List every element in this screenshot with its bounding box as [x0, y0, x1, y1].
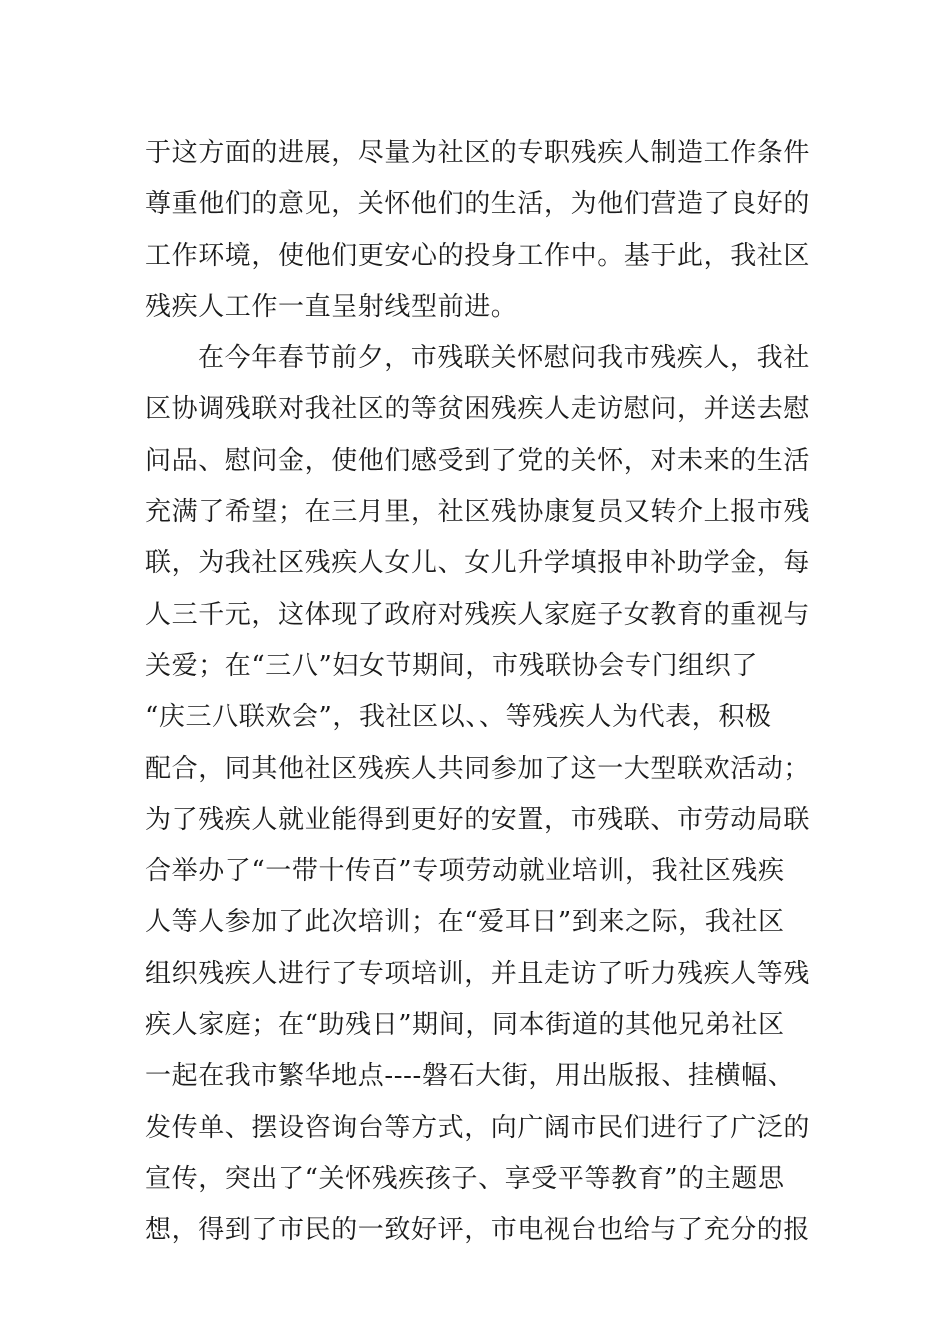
text-line: 合举办了“一带十传百”专项劳动就业培训，我社区残疾: [145, 856, 785, 887]
text-line: 区协调残联对我社区的等贫困残疾人走访慰问，并送去慰: [145, 394, 811, 425]
text-line: 组织残疾人进行了专项培训，并且走访了听力残疾人等残: [145, 958, 811, 989]
text-line: 人等人参加了此次培训；在“爱耳日”到来之际，我社区: [145, 907, 785, 938]
text-line: 残疾人工作一直呈射线型前进。: [145, 291, 518, 322]
text-line: 发传单、摆设咨询台等方式，向广阔市民们进行了广泛的: [145, 1112, 811, 1143]
text-line: 尊重他们的意见，关怀他们的生活，为他们营造了良好的: [145, 189, 811, 220]
text-line: 关爱；在“三八”妇女节期间，市残联协会专门组织了: [145, 650, 758, 681]
text-line: 为了残疾人就业能得到更好的安置，市残联、市劳动局联: [145, 804, 811, 835]
paragraph-first-line: 在今年春节前夕，市残联关怀慰问我市残疾人，我社: [198, 343, 810, 374]
text-line: 想，得到了市民的一致好评，市电视台也给与了充分的报: [145, 1215, 811, 1246]
text-line: 联，为我社区残疾人女儿、女儿升学填报申补助学金，每: [145, 548, 811, 579]
text-line: 疾人家庭；在“助残日”期间，同本街道的其他兄弟社区: [145, 1010, 785, 1041]
text-line: 于这方面的进展，尽量为社区的专职残疾人制造工作条件: [145, 138, 811, 168]
body-text: [145, 128, 825, 1257]
text-line: “庆三八联欢会”，我社区以、、等残疾人为代表，积极: [145, 702, 772, 733]
text-line: 充满了希望；在三月里，社区残协康复员又转介上报市残: [145, 497, 811, 528]
text-line: 工作环境，使他们更安心的投身工作中。基于此，我社区: [145, 240, 811, 271]
text-line: 一起在我市繁华地点----磐石大街，用出版报、挂横幅、: [145, 1061, 795, 1092]
text-line: 宣传，突出了“关怀残疾孩子、享受平等教育”的主题思: [145, 1163, 785, 1194]
text-line: 人三千元，这体现了政府对残疾人家庭子女教育的重视与: [145, 599, 811, 630]
text-line: 配合，同其他社区残疾人共同参加了这一大型联欢活动；: [145, 753, 811, 784]
text-line: 问品、慰问金，使他们感受到了党的关怀，对未来的生活: [145, 445, 811, 476]
